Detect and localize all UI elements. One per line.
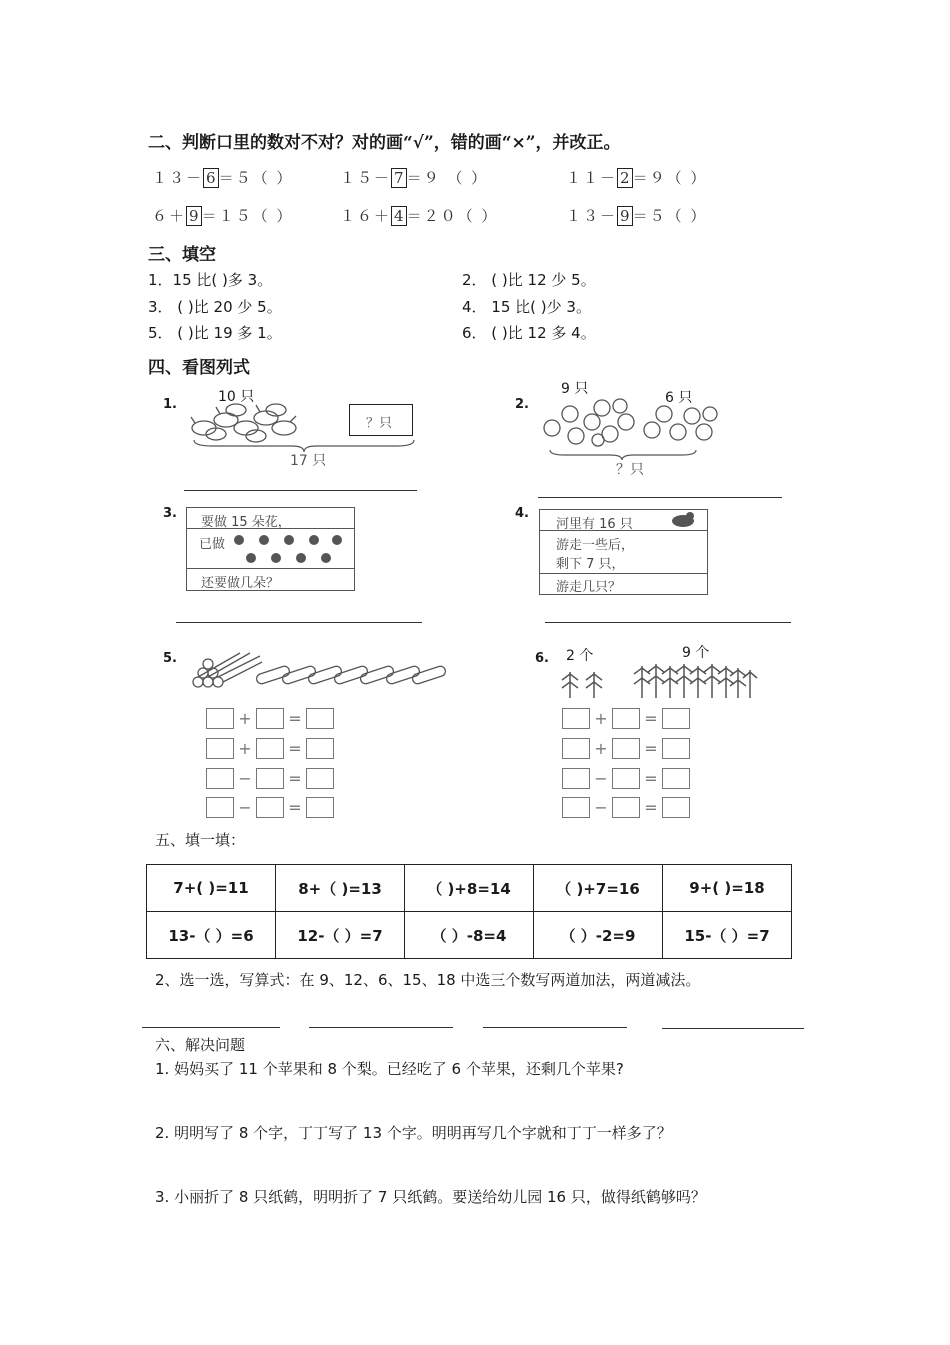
- table-cell[interactable]: 7+( )=11: [147, 865, 276, 912]
- divider: [540, 530, 707, 531]
- equation-row: [562, 768, 690, 789]
- left-count-label: 2 个: [566, 648, 594, 664]
- equation-row: [562, 708, 690, 729]
- flowers-icon: [231, 531, 351, 567]
- problem-number: 3.: [163, 506, 177, 521]
- answer-square[interactable]: [206, 768, 234, 789]
- operator: −: [594, 769, 608, 788]
- equation-right: ＝２０（ ）: [406, 207, 499, 225]
- equation-row: [206, 797, 334, 818]
- table-cell[interactable]: （ )+8=14: [405, 865, 534, 912]
- problem-text: 游走几只？: [556, 580, 622, 595]
- answer-line[interactable]: [662, 1028, 804, 1029]
- equation-right: ＝１５（ ）: [201, 207, 294, 225]
- fill-item-1: 1．15 比( )多 3。: [148, 271, 273, 289]
- equation-row: [206, 708, 334, 729]
- total-label: ？只: [616, 462, 644, 478]
- table-row: [147, 865, 792, 912]
- table-cell[interactable]: 8+（ )=13: [276, 865, 405, 912]
- equals-sign: =: [644, 739, 658, 758]
- operator: +: [238, 739, 252, 758]
- duck-problem-box: [539, 509, 708, 595]
- divider: [187, 528, 354, 529]
- answer-box: 7: [391, 168, 407, 188]
- answer-line[interactable]: [309, 1027, 453, 1028]
- table-cell[interactable]: 12-（ ）=7: [276, 912, 405, 959]
- answer-line[interactable]: [483, 1027, 627, 1028]
- answer-line: [538, 497, 782, 498]
- equation-left: １１－: [566, 169, 618, 187]
- equals-sign: =: [288, 769, 302, 788]
- operator: −: [594, 798, 608, 817]
- operator: +: [238, 709, 252, 728]
- problem-number: 1.: [163, 397, 177, 412]
- word-problem-1: 1. 妈妈买了 11 个苹果和 8 个梨。已经吃了 6 个苹果，还剩几个苹果?: [155, 1060, 624, 1078]
- equals-sign: =: [288, 798, 302, 817]
- problem-text: 游走一些后，: [556, 538, 635, 553]
- left-count-label: 9 只: [561, 381, 589, 397]
- section5-title: 五、填一填：: [155, 831, 246, 849]
- table-cell[interactable]: （ )+7=16: [534, 865, 663, 912]
- answer-square[interactable]: [662, 797, 690, 818]
- problem-number: 4.: [515, 506, 529, 521]
- judge-item-6: [566, 205, 707, 226]
- equation-left: １５－: [340, 169, 392, 187]
- judge-item-2: [340, 167, 488, 188]
- equation-right: ＝９ （ ）: [406, 169, 489, 187]
- sticks-icon: [190, 650, 448, 690]
- unknown-label: ？只: [366, 416, 393, 431]
- answer-square[interactable]: [256, 797, 284, 818]
- divider: [187, 568, 354, 569]
- equation-row: [206, 768, 334, 789]
- answer-square[interactable]: [206, 797, 234, 818]
- answer-line: [545, 622, 791, 623]
- answer-square[interactable]: [306, 708, 334, 729]
- fill-item-6: 6． ( )比 12 多 4。: [462, 324, 596, 342]
- table-cell[interactable]: （ ）-8=4: [405, 912, 534, 959]
- equation-right: ＝５（ ）: [632, 207, 708, 225]
- answer-square[interactable]: [562, 738, 590, 759]
- equation-row: [562, 797, 690, 818]
- problem-text: 已做: [199, 537, 226, 552]
- divider: [540, 573, 707, 574]
- word-problem-3: 3. 小丽折了 8 只纸鹤，明明折了 7 只纸鹤。要送给幼儿园 16 只，做得纸鹤够吗？: [155, 1188, 706, 1206]
- equation-left: １６＋: [340, 207, 392, 225]
- equation-left: ６＋: [152, 207, 187, 225]
- equation-right: ＝５（ ）: [218, 169, 294, 187]
- problem-text: 还要做几朵？: [201, 576, 280, 591]
- section4-title: 四、看图列式: [148, 358, 250, 378]
- judge-item-1: [152, 167, 293, 188]
- answer-square[interactable]: [662, 708, 690, 729]
- fill-item-4: 4． 15 比( )少 3。: [462, 298, 591, 316]
- operator: +: [594, 739, 608, 758]
- word-problem-2: 2. 明明写了 8 个字，丁丁写了 13 个字。明明再写几个字就和丁丁一样多了？: [155, 1124, 672, 1142]
- answer-square[interactable]: [612, 768, 640, 789]
- answer-square[interactable]: [612, 708, 640, 729]
- answer-square[interactable]: [306, 738, 334, 759]
- answer-square[interactable]: [612, 738, 640, 759]
- section3-title: 三、填空: [148, 245, 216, 265]
- equals-sign: =: [288, 739, 302, 758]
- equation-left: １３－: [566, 207, 618, 225]
- table-cell[interactable]: 15-（ ）=7: [663, 912, 792, 959]
- answer-line: [184, 490, 417, 491]
- flower-problem-box: [186, 507, 355, 591]
- total-label: 17 只: [290, 453, 327, 469]
- answer-square[interactable]: [662, 738, 690, 759]
- operator: −: [238, 769, 252, 788]
- problem-number: 5.: [163, 651, 177, 666]
- unknown-box: [349, 404, 413, 436]
- equation-right: ＝９（ ）: [632, 169, 708, 187]
- answer-square[interactable]: [562, 768, 590, 789]
- equation-row: [562, 738, 690, 759]
- answer-box: 9: [617, 206, 633, 226]
- fill-item-2: 2． ( )比 12 少 5。: [462, 271, 596, 289]
- section2-title: 二、判断口里的数对不对？对的画“√”，错的画“×”，并改正。: [148, 133, 621, 153]
- problem-text: 河里有 16 只: [556, 517, 633, 532]
- answer-square[interactable]: [662, 768, 690, 789]
- equals-sign: =: [644, 709, 658, 728]
- answer-square[interactable]: [256, 738, 284, 759]
- equals-sign: =: [644, 769, 658, 788]
- problem-text: 要做 15 朵花，: [201, 515, 291, 530]
- plants-icon: [558, 660, 758, 700]
- judge-item-5: [340, 205, 498, 226]
- table-cell[interactable]: （ ）-2=9: [534, 912, 663, 959]
- birds-count-label: 10 只: [218, 389, 255, 405]
- problem-number: 6.: [535, 651, 549, 666]
- right-count-label: 6 只: [665, 390, 693, 406]
- answer-square[interactable]: [256, 768, 284, 789]
- answer-square[interactable]: [562, 797, 590, 818]
- answer-square[interactable]: [562, 708, 590, 729]
- fill-table: [146, 864, 792, 959]
- answer-square[interactable]: [612, 797, 640, 818]
- choose-write-question: 2、选一选，写算式：在 9、12、6、15、18 中选三个数写两道加法，两道减法。: [155, 971, 701, 989]
- answer-square[interactable]: [256, 708, 284, 729]
- problem-text: 剩下 7 只，: [556, 557, 625, 572]
- table-row: [147, 912, 792, 959]
- equation-left: １３－: [152, 169, 204, 187]
- operator: +: [594, 709, 608, 728]
- equals-sign: =: [644, 798, 658, 817]
- equals-sign: =: [288, 709, 302, 728]
- table-cell[interactable]: 13-（ ）=6: [147, 912, 276, 959]
- answer-square[interactable]: [306, 797, 334, 818]
- duck-icon: [670, 511, 696, 527]
- answer-box: 6: [203, 168, 219, 188]
- answer-line[interactable]: [142, 1027, 280, 1028]
- operator: −: [238, 798, 252, 817]
- chicks-group-icon: [540, 398, 720, 448]
- judge-item-4: [152, 205, 293, 226]
- answer-box: 9: [186, 206, 202, 226]
- fill-item-5: 5． ( )比 19 多 1。: [148, 324, 282, 342]
- answer-square[interactable]: [206, 738, 234, 759]
- answer-line: [176, 622, 422, 623]
- equation-row: [206, 738, 334, 759]
- answer-square[interactable]: [306, 768, 334, 789]
- table-cell[interactable]: 9+( )=18: [663, 865, 792, 912]
- right-count-label: 9 个: [682, 645, 710, 661]
- judge-item-3: [566, 167, 707, 188]
- answer-box: 2: [617, 168, 633, 188]
- section6-title: 六、解决问题: [155, 1036, 246, 1054]
- problem-number: 2.: [515, 397, 529, 412]
- fill-item-3: 3． ( )比 20 少 5。: [148, 298, 282, 316]
- answer-square[interactable]: [206, 708, 234, 729]
- answer-box: 4: [391, 206, 407, 226]
